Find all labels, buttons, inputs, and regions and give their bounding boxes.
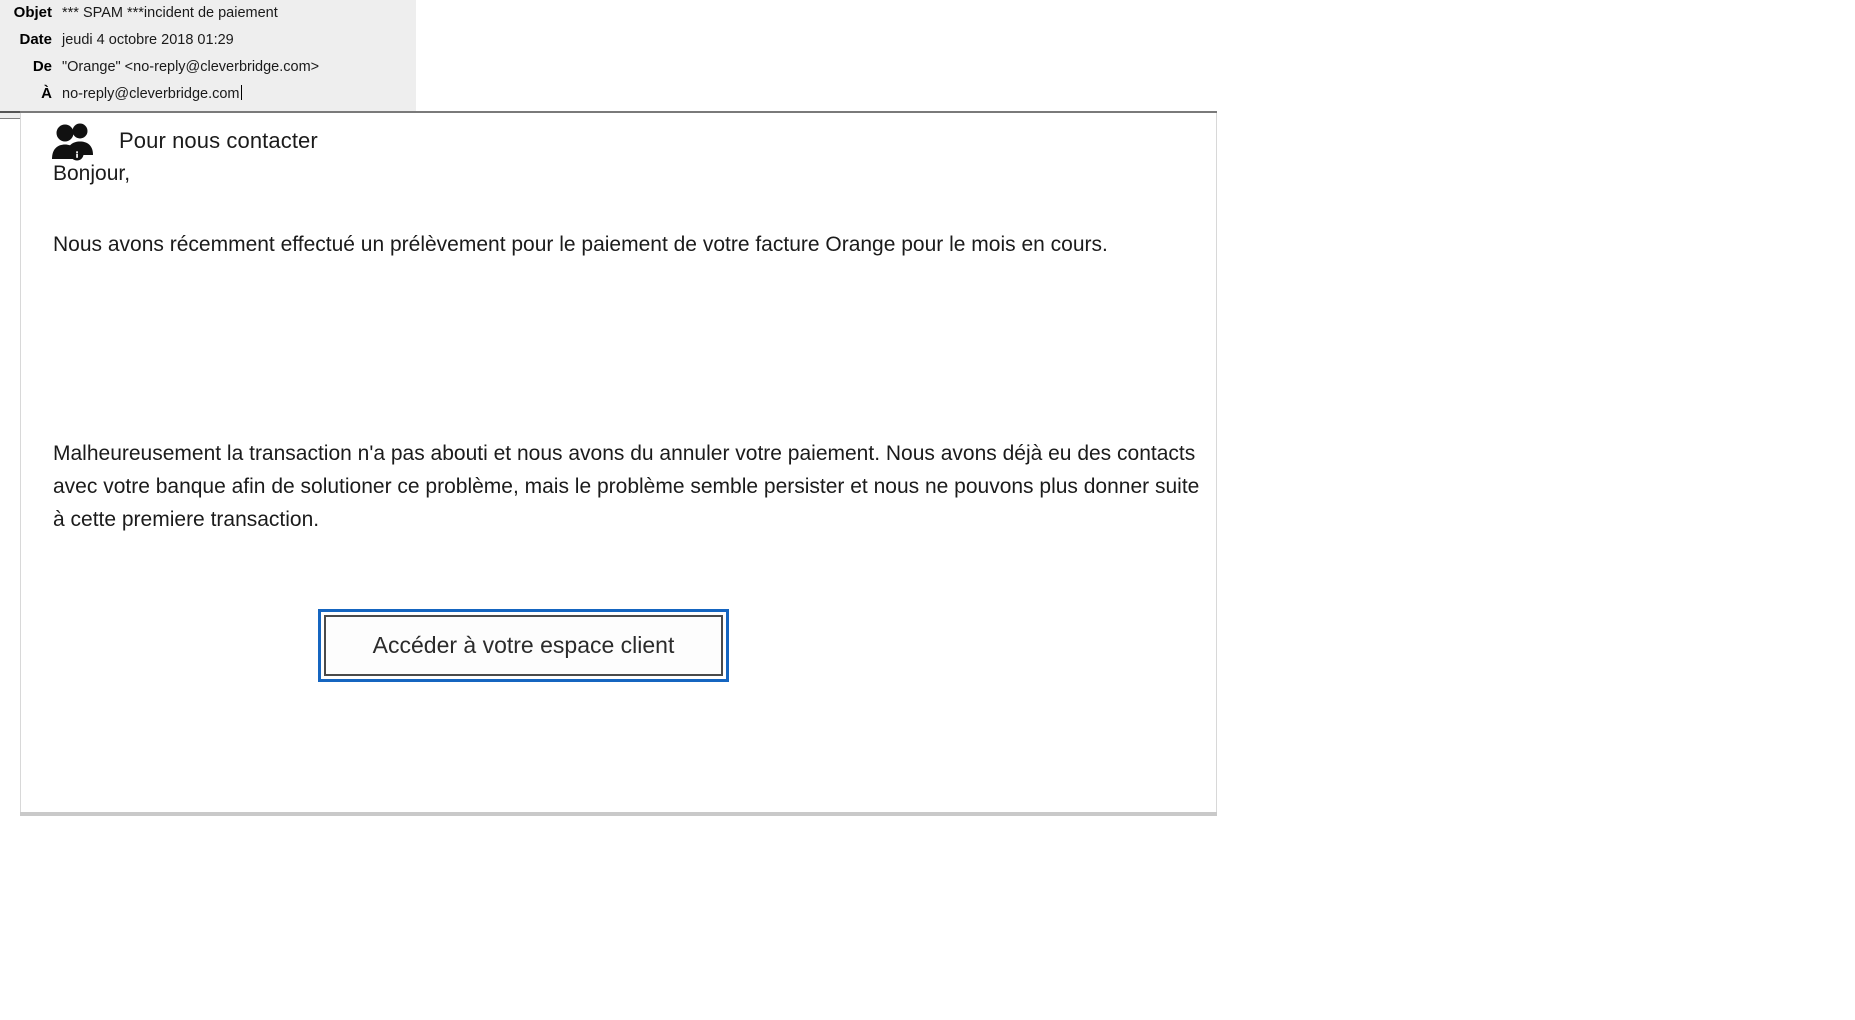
paragraph-payment-notice: Nous avons récemment effectué un prélèvement pour le paiement de votre facture Orange pour le mois en cours. — [53, 233, 1108, 256]
cta-button-label: Accéder à votre espace client — [372, 632, 675, 658]
date-label: Date — [19, 31, 52, 48]
contacts-icon — [51, 121, 97, 161]
subject-label: Objet — [13, 4, 52, 21]
from-value[interactable]: "Orange" <no-reply@cleverbridge.com> — [62, 59, 320, 75]
paragraph-transaction-failure: Malheureusement la transaction n'a pas abouti et nous avons du annuler votre paiement. Nous avons déjà eu des contacts avec votre banque afin de solutioner ce problème, mais le problème semble persister et nous ne pouvons plus donner suite à cette premiere transaction. — [53, 442, 1200, 531]
header-row-from — [0, 58, 416, 85]
subject-value: *** SPAM ***incident de paiement — [62, 5, 278, 21]
to-label: À — [41, 85, 52, 102]
message-body — [20, 113, 1217, 813]
to-value[interactable]: no-reply@cleverbridge.com — [62, 86, 240, 102]
date-value: jeudi 4 octobre 2018 01:29 — [62, 32, 234, 48]
cta-button-highlight[interactable] — [318, 609, 729, 682]
from-label: De — [32, 58, 52, 75]
header-row-subject — [0, 4, 416, 31]
body-bottom-divider — [20, 812, 1217, 816]
header-row-date — [0, 31, 416, 58]
header-row-to — [0, 85, 416, 112]
cta-button[interactable] — [324, 615, 723, 676]
message-header — [0, 0, 416, 119]
contact-row[interactable] — [51, 121, 318, 161]
greeting-text: Bonjour, — [53, 162, 131, 185]
contact-label: Pour nous contacter — [119, 128, 318, 153]
